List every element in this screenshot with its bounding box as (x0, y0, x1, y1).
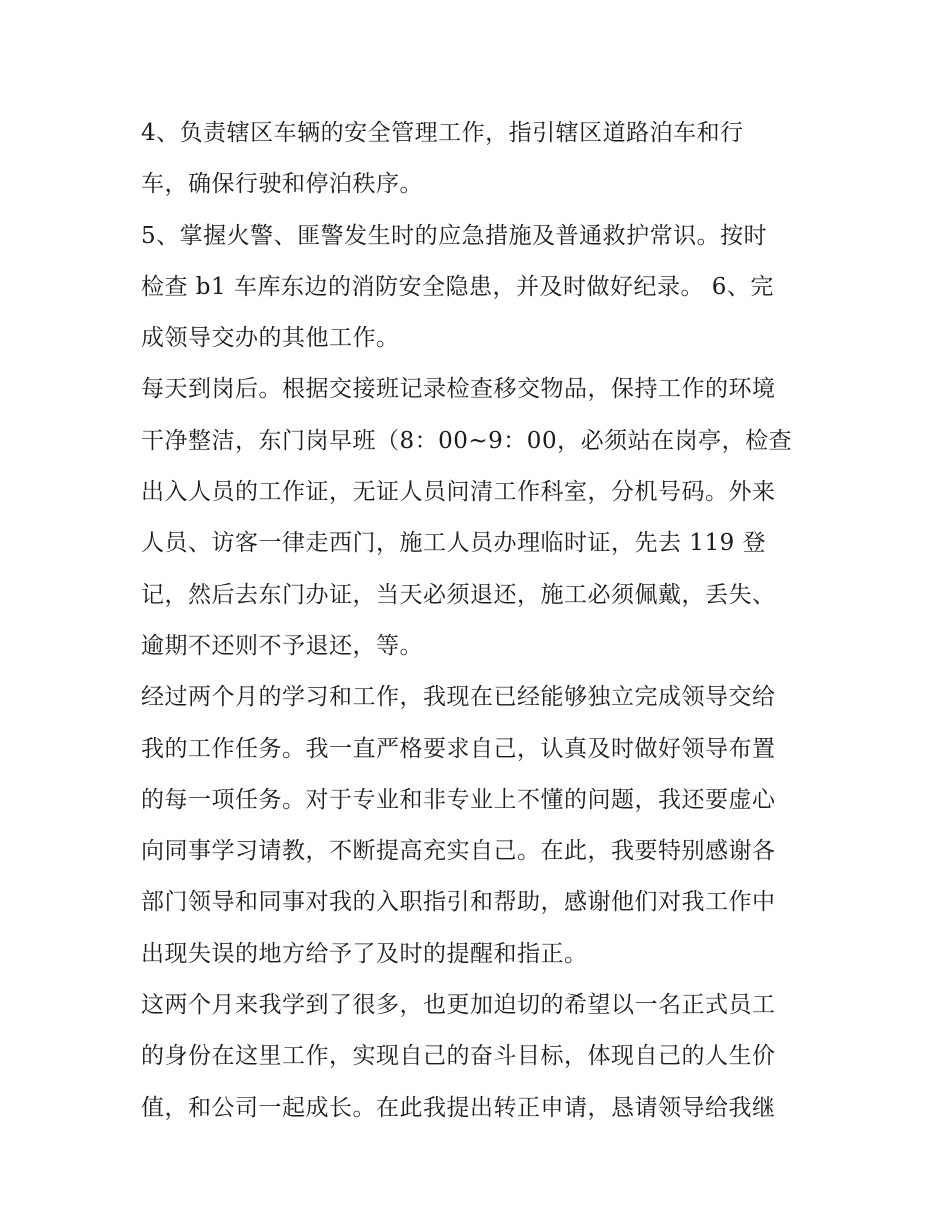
text-line: 记，然后去东门办证，当天必须退还，施工必须佩戴，丢失、 (141, 581, 776, 608)
text-line: 我的工作任务。我一直严格要求自己，认真及时做好领导布置 (141, 735, 776, 762)
text-line: 出入人员的工作证，无证人员问清工作科室，分机号码。外来 (141, 479, 776, 506)
text-line: 4、负责辖区车辆的安全管理工作，指引辖区道路泊车和行 (141, 120, 744, 146)
document-body (141, 108, 821, 1134)
text-line: 人员、访客一律走西门，施工人员办理临时证，先去 119 登 (141, 530, 767, 557)
paragraph-item-5-6 (141, 211, 821, 365)
text-line: 干净整洁，东门岗早班（8：00~9：00，必须站在岗亭，检查 (141, 427, 793, 454)
text-line: 的身份在这里工作，实现自己的奋斗目标，体现自己的人生价 (141, 1043, 776, 1070)
text-line: 经过两个月的学习和工作，我现在已经能够独立完成领导交给 (141, 684, 776, 711)
text-line: 的每一项任务。对于专业和非专业上不懂的问题，我还要虚心 (141, 786, 776, 813)
paragraph-application (141, 980, 821, 1134)
paragraph-item-4 (141, 108, 821, 211)
text-line: 向同事学习请教，不断提高充实自己。在此，我要特别感谢各 (141, 838, 776, 865)
paragraph-learning (141, 672, 821, 980)
text-line: 每天到岗后。根据交接班记录检查移交物品，保持工作的环境 (141, 376, 776, 403)
text-line: 成领导交办的其他工作。 (141, 325, 400, 352)
text-line: 检查 b1 车库东边的消防安全隐患，并及时做好纪录。 6、完 (141, 273, 774, 300)
text-line: 值，和公司一起成长。在此我提出转正申请，恳请领导给我继 (141, 1094, 776, 1121)
text-line: 逾期不还则不予退还，等。 (141, 632, 423, 659)
text-line: 出现失误的地方给予了及时的提醒和指正。 (141, 940, 588, 967)
text-line: 部门领导和同事对我的入职指引和帮助，感谢他们对我工作中 (141, 889, 776, 916)
text-line: 车，确保行驶和停泊秩序。 (141, 171, 423, 198)
paragraph-daily-duty (141, 364, 821, 672)
text-line: 5、掌握火警、匪警发生时的应急措施及普通救护常识。按时 (141, 222, 768, 249)
text-line: 这两个月来我学到了很多，也更加迫切的希望以一名正式员工 (141, 992, 776, 1019)
